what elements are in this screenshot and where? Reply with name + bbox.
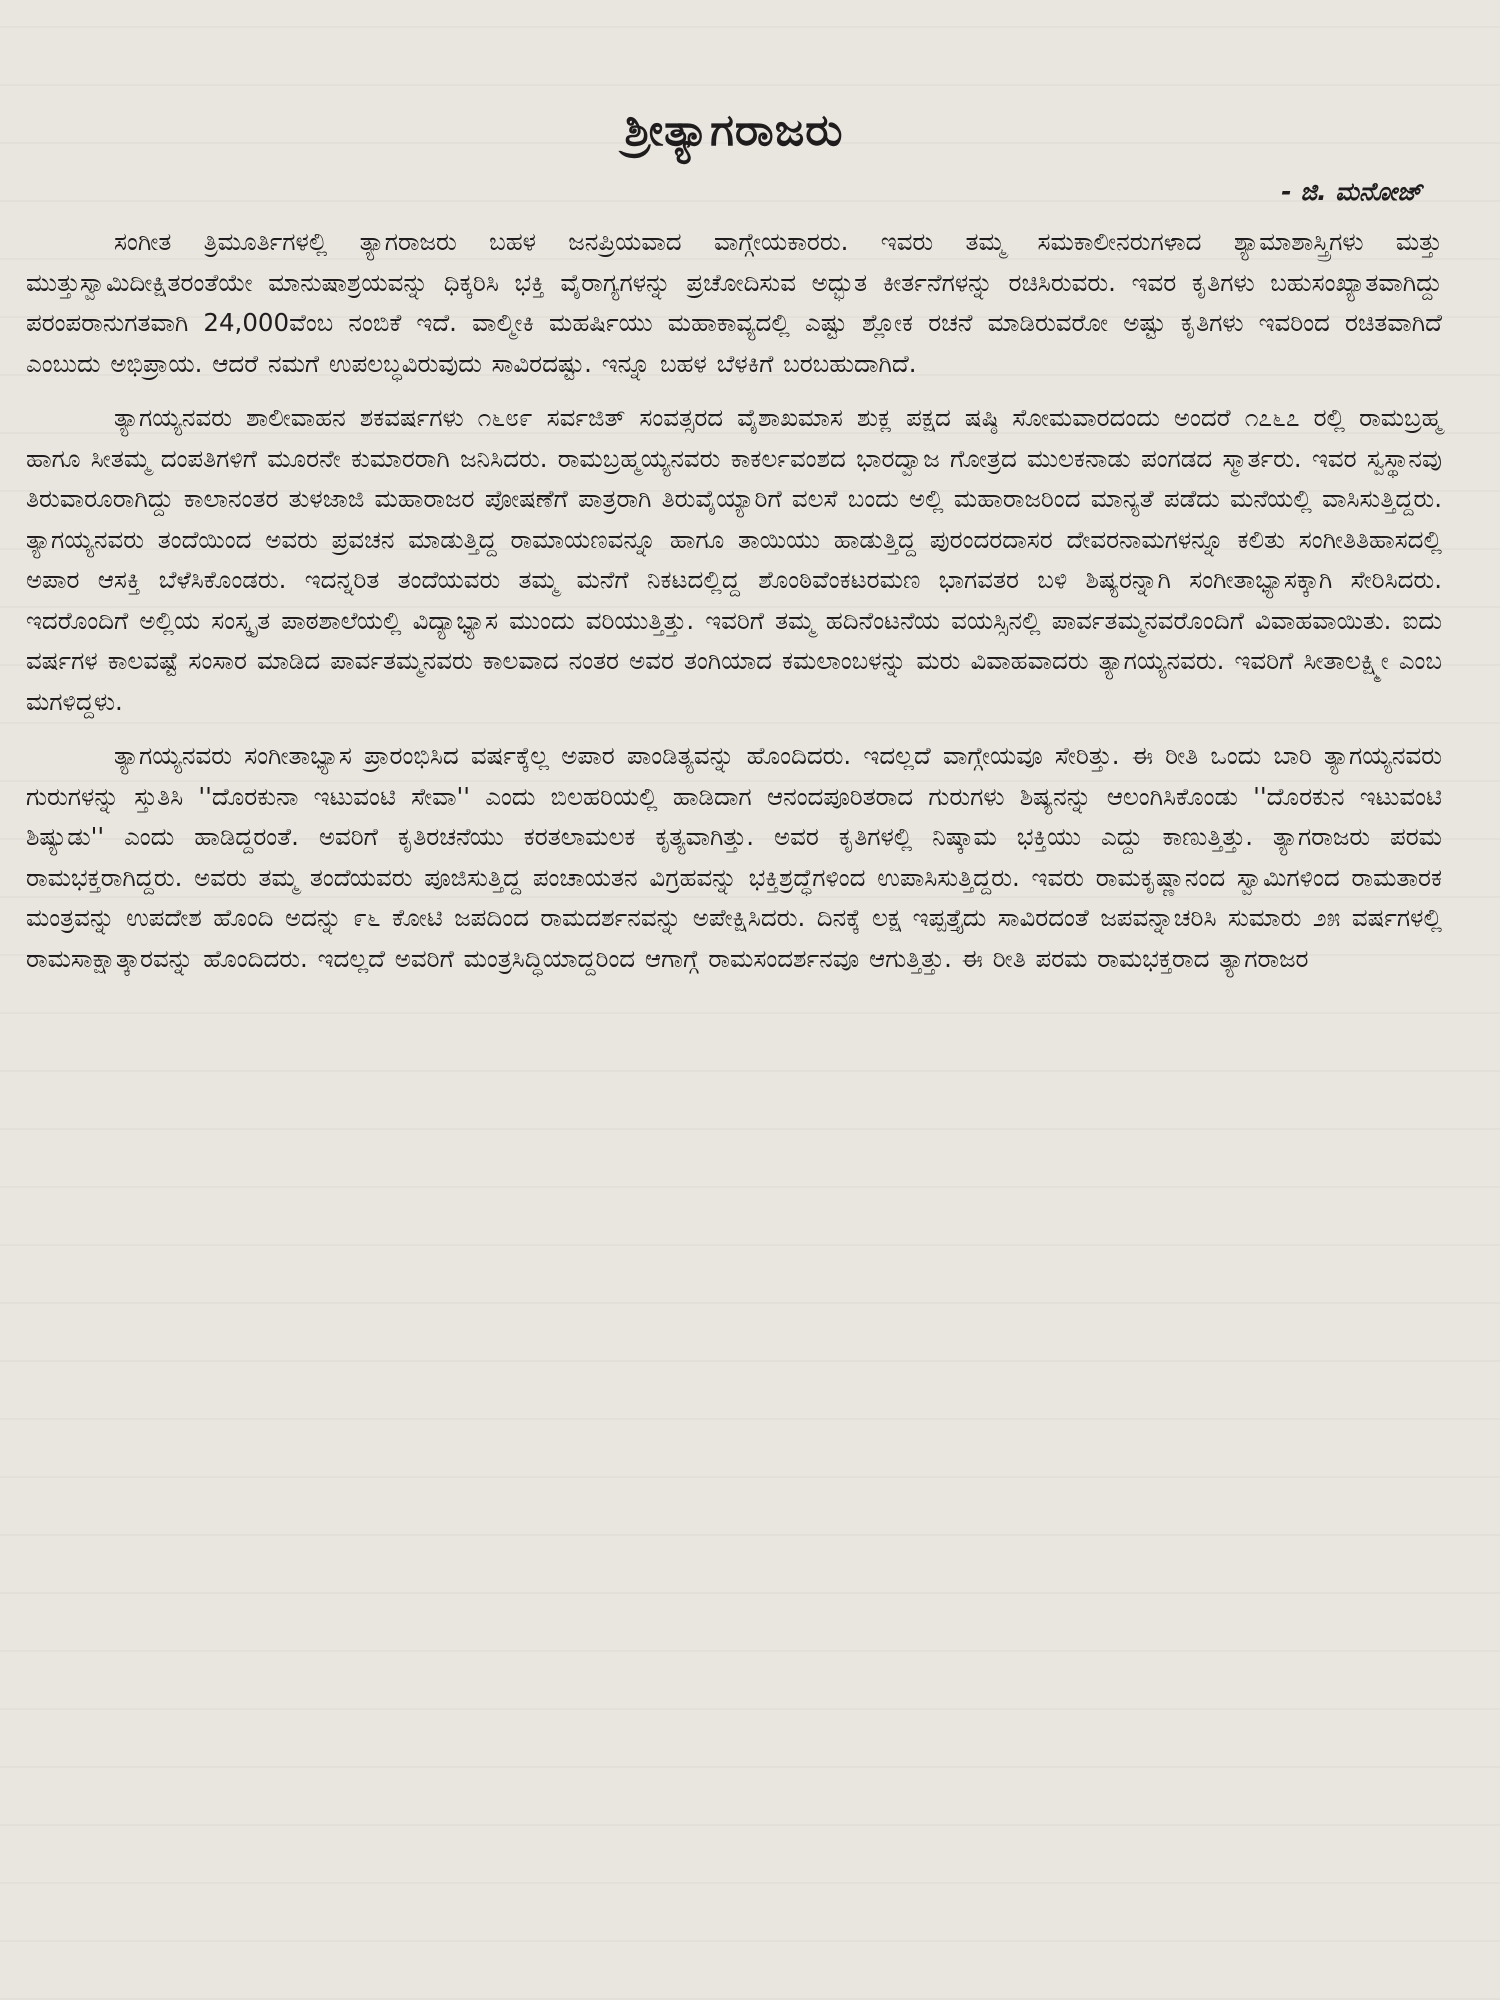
author-byline: - ಜಿ. ಮನೋಜ್ bbox=[1281, 177, 1422, 206]
paragraph-2: ತ್ಯಾಗಯ್ಯನವರು ಶಾಲೀವಾಹನ ಶಕವರ್ಷಗಳು ೧೬೮೯ ಸರ್ವಜಿತ್ ಸಂವತ್ಸರದ ವೈಶಾಖಮಾಸ ಶುಕ್ಲ ಪಕ್ಷದ ಷಷ್ಠಿ ಸೋಮವಾರದಂದು ಅಂದರೆ ೧೭೬೭ ರಲ್ಲಿ ರಾಮಬ್ರಹ್ಮ ಹಾಗೂ ಸೀತಮ್ಮ ದಂಪತಿಗಳಿಗೆ ಮೂರನೇ ಕುಮಾರರಾಗಿ ಜನಿಸಿದರು. ರಾಮಬ್ರಹ್ಮಯ್ಯನವರು ಕಾಕರ್ಲವಂಶದ ಭಾರದ್ವಾಜ ಗೋತ್ರದ ಮುಲಕನಾಡು ಪಂಗಡದ ಸ್ಮಾರ್ತರು. ಇವರ ಸ್ವಸ್ಥಾನವು ತಿರುವಾರೂರಾಗಿದ್ದು ಕಾಲಾನಂತರ ತುಳಜಾಜಿ ಮಹಾರಾಜರ ಪೋಷಣೆಗೆ ಪಾತ್ರರಾಗಿ ತಿರುವೈಯ್ಯಾರಿಗೆ ವಲಸೆ ಬಂದು ಅಲ್ಲಿ ಮಹಾರಾಜರಿಂದ ಮಾನ್ಯತೆ ಪಡೆದು ಮನೆಯಲ್ಲಿ ವಾಸಿಸುತ್ತಿದ್ದರು. ತ್ಯಾಗಯ್ಯನವರು ತಂದೆಯಿಂದ ಅವರು ಪ್ರವಚನ ಮಾಡುತ್ತಿದ್ದ ರಾಮಾಯಣವನ್ನೂ ಹಾಗೂ ತಾಯಿಯು ಹಾಡುತ್ತಿದ್ದ ಪುರಂದರದಾಸರ ದೇವರನಾಮಗಳನ್ನೂ ಕಲಿತು ಸಂಗೀತಿತಿಹಾಸದಲ್ಲಿ ಅಪಾರ ಆಸಕ್ತಿ ಬೆಳೆಸಿಕೊಂಡರು. ಇದನ್ನರಿತ ತಂದೆಯವರು ತಮ್ಮ ಮನೆಗೆ ನಿಕಟದಲ್ಲಿದ್ದ ಶೊಂಠಿವೆಂಕಟರಮಣ ಭಾಗವತರ ಬಳಿ ಶಿಷ್ಯರನ್ನಾಗಿ ಸಂಗೀತಾಭ್ಯಾಸಕ್ಕಾಗಿ ಸೇರಿಸಿದರು. ಇದರೊಂದಿಗೆ ಅಲ್ಲಿಯ ಸಂಸ್ಕೃತ ಪಾಠಶಾಲೆಯಲ್ಲಿ ವಿದ್ಯಾಭ್ಯಾಸ ಮುಂದು ವರಿಯುತ್ತಿತ್ತು. ಇವರಿಗೆ ತಮ್ಮ ಹದಿನೆಂಟನೆಯ ವಯಸ್ಸಿನಲ್ಲಿ ಪಾರ್ವತಮ್ಮನವರೊಂದಿಗೆ ವಿವಾಹವಾಯಿತು. ಐದು ವರ್ಷಗಳ ಕಾಲವಷ್ಟೆ ಸಂಸಾರ ಮಾಡಿದ ಪಾರ್ವತಮ್ಮನವರು ಕಾಲವಾದ ನಂತರ ಅವರ ತಂಗಿಯಾದ ಕಮಲಾಂಬಳನ್ನು ಮರು ವಿವಾಹವಾದರು ತ್ಯಾಗಯ್ಯನವರು. ಇವರಿಗೆ ಸೀತಾಲಕ್ಷ್ಮೀ ಎಂಬ ಮಗಳಿದ್ದಳು. bbox=[26, 403, 1442, 716]
article-title: ಶ್ರೀತ್ಯಾಗರಾಜರು bbox=[624, 105, 844, 156]
paragraph-1: ಸಂಗೀತ ತ್ರಿಮೂರ್ತಿಗಳಲ್ಲಿ ತ್ಯಾಗರಾಜರು ಬಹಳ ಜನಪ್ರಿಯವಾದ ವಾಗ್ಗೇಯಕಾರರು. ಇವರು ತಮ್ಮ ಸಮಕಾಲೀನರುಗಳಾದ ಶ್ಯಾಮಾಶಾಸ್ತ್ರಿಗಳು ಮತ್ತು ಮುತ್ತುಸ್ವಾಮಿದೀಕ್ಷಿತರಂತೆಯೇ ಮಾನುಷಾಶ್ರಯವನ್ನು ಧಿಕ್ಕರಿಸಿ ಭಕ್ತಿ ವೈರಾಗ್ಯಗಳನ್ನು ಪ್ರಚೋದಿಸುವ ಅದ್ಭುತ ಕೀರ್ತನೆಗಳನ್ನು ರಚಿಸಿರುವರು. ಇವರ ಕೃತಿಗಳು ಬಹುಸಂಖ್ಯಾತವಾಗಿದ್ದು ಪರಂಪರಾನುಗತವಾಗಿ 24,000ವೆಂಬ ನಂಬಿಕೆ ಇದೆ. ವಾಲ್ಮೀಕಿ ಮಹರ್ಷಿಯು ಮಹಾಕಾವ್ಯದಲ್ಲಿ ಎಷ್ಟು ಶ್ಲೋಕ ರಚನೆ ಮಾಡಿರುವರೋ ಅಷ್ಟು ಕೃತಿಗಳು ಇವರಿಂದ ರಚಿತವಾಗಿದೆ ಎಂಬುದು ಅಭಿಪ್ರಾಯ. ಆದರೆ ನಮಗೆ ಉಪಲಬ್ಧವಿರುವುದು ಸಾವಿರದಷ್ಟು. ಇನ್ನೂ ಬಹಳ ಬೆಳಕಿಗೆ ಬರಬಹುದಾಗಿದೆ. bbox=[26, 227, 1442, 378]
paragraph-3: ತ್ಯಾಗಯ್ಯನವರು ಸಂಗೀತಾಭ್ಯಾಸ ಪ್ರಾರಂಭಿಸಿದ ವರ್ಷಕ್ಕೆಲ್ಲ ಅಪಾರ ಪಾಂಡಿತ್ಯವನ್ನು ಹೊಂದಿದರು. ಇದಲ್ಲದೆ ವಾಗ್ಗೇಯವೂ ಸೇರಿತ್ತು. ಈ ರೀತಿ ಒಂದು ಬಾರಿ ತ್ಯಾಗಯ್ಯನವರು ಗುರುಗಳನ್ನು ಸ್ತುತಿಸಿ ''ದೊರಕುನಾ ಇಟುವಂಟಿ ಸೇವಾ'' ಎಂದು ಬಿಲಹರಿಯಲ್ಲಿ ಹಾಡಿದಾಗ ಆನಂದಪೂರಿತರಾದ ಗುರುಗಳು ಶಿಷ್ಯನನ್ನು ಆಲಂಗಿಸಿಕೊಂಡು ''ದೊರಕುನ ಇಟುವಂಟಿ ಶಿಷ್ಯುಡು'' ಎಂದು ಹಾಡಿದ್ದರಂತೆ. ಅವರಿಗೆ ಕೃತಿರಚನೆಯು ಕರತಲಾಮಲಕ ಕೃತ್ಯವಾಗಿತ್ತು. ಅವರ ಕೃತಿಗಳಲ್ಲಿ ನಿಷ್ಕಾಮ ಭಕ್ತಿಯು ಎದ್ದು ಕಾಣುತ್ತಿತ್ತು. ತ್ಯಾಗರಾಜರು ಪರಮ ರಾಮಭಕ್ತರಾಗಿದ್ದರು. ಅವರು ತಮ್ಮ ತಂದೆಯವರು ಪೂಜಿಸುತ್ತಿದ್ದ ಪಂಚಾಯತನ ವಿಗ್ರಹವನ್ನು ಭಕ್ತಿಶ್ರದ್ಧೆಗಳಿಂದ ಉಪಾಸಿಸುತ್ತಿದ್ದರು. ಇವರು ರಾಮಕೃಷ್ಣಾನಂದ ಸ್ವಾಮಿಗಳಿಂದ ರಾಮತಾರಕ ಮಂತ್ರವನ್ನು ಉಪದೇಶ ಹೊಂದಿ ಅದನ್ನು ೯೬ ಕೋಟಿ ಜಪದಿಂದ ರಾಮದರ್ಶನವನ್ನು ಅಪೇಕ್ಷಿಸಿದರು. ದಿನಕ್ಕೆ ಲಕ್ಷ ಇಪ್ಪತ್ತೈದು ಸಾವಿರದಂತೆ ಜಪವನ್ನಾಚರಿಸಿ ಸುಮಾರು ೨೫ ವರ್ಷಗಳಲ್ಲಿ ರಾಮಸಾಕ್ಷಾತ್ಕಾರವನ್ನು ಹೊಂದಿದರು. ಇದಲ್ಲದೆ ಅವರಿಗೆ ಮಂತ್ರಸಿದ್ಧಿಯಾದ್ದರಿಂದ ಆಗಾಗ್ಗೆ ರಾಮಸಂದರ್ಶನವೂ ಆಗುತ್ತಿತ್ತು. ಈ ರೀತಿ ಪರಮ ರಾಮಭಕ್ತರಾದ ತ್ಯಾಗರಾಜರ bbox=[26, 741, 1442, 973]
